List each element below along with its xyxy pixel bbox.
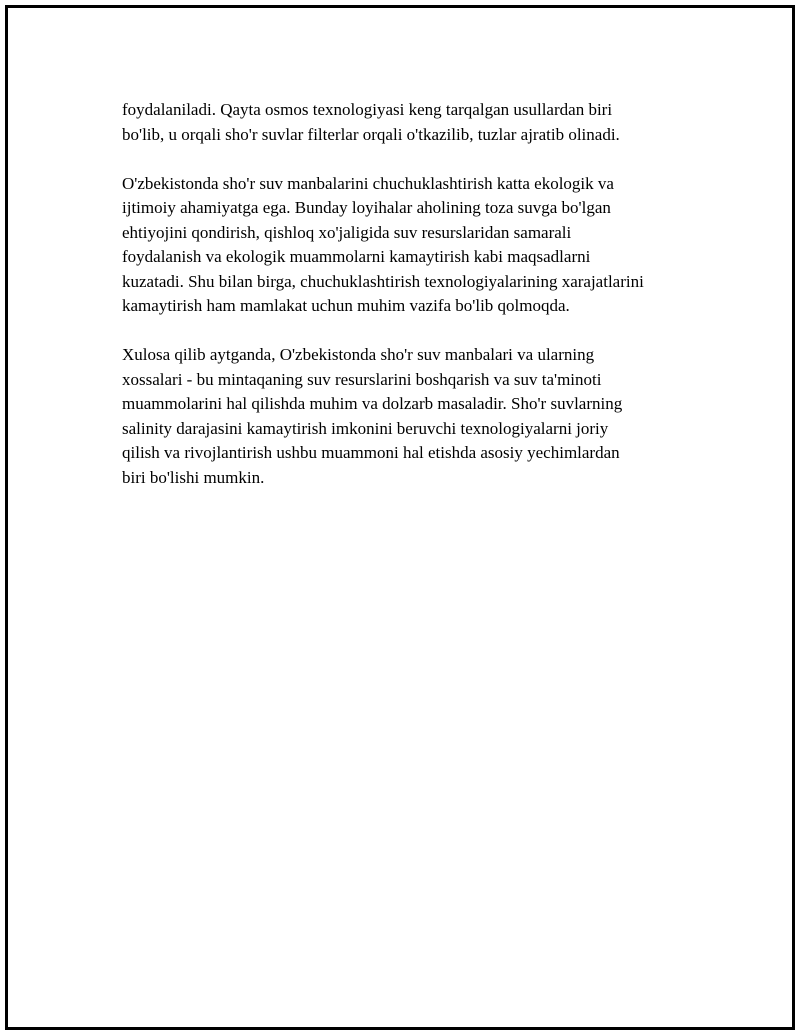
paragraph-line: O'zbekistonda sho'r suv manbalarini chuchuklashtirish katta ekologik va xyxy=(122,173,614,193)
paragraph-2 xyxy=(122,172,712,319)
page-content xyxy=(122,98,712,490)
paragraph-line: kuzatadi. Shu bilan birga, chuchuklashtirish texnologiyalarining xarajatlarini xyxy=(122,271,644,291)
paragraph-line: Xulosa qilib aytganda, O'zbekistonda sho'r suv manbalari va ularning xyxy=(122,345,595,364)
paragraph-line: bo'lib, u orqali sho'r suvlar filterlar orqali o'tkazilib, tuzlar ajratib olinadi. xyxy=(122,124,620,144)
paragraph-line: ijtimoiy ahamiyatga ega. Bunday loyihalar aholining toza suvga bo'lgan xyxy=(122,198,611,217)
paragraph-line: kamaytirish ham mamlakat uchun muhim vazifa bo'lib qolmoqda. xyxy=(122,296,570,315)
paragraph-line: foydalanish va ekologik muammolarni kamaytirish kabi maqsadlarni xyxy=(122,247,591,266)
paragraph-line: ehtiyojini qondirish, qishloq xo'jaligida suv resurslaridan samarali xyxy=(122,222,572,242)
paragraph-3 xyxy=(122,343,712,490)
paragraph-line: salinity darajasini kamaytirish imkonini beruvchi texnologiyalarni joriy xyxy=(122,418,609,438)
paragraph-line: foydalaniladi. Qayta osmos texnologiyasi keng tarqalgan usullardan biri xyxy=(122,100,613,119)
paragraph-1 xyxy=(122,98,712,147)
paragraph-line: qilish va rivojlantirish ushbu muammoni hal etishda asosiy yechimlardan xyxy=(122,443,620,462)
paragraph-line: xossalari - bu mintaqaning suv resurslarini boshqarish va suv ta'minoti xyxy=(122,369,602,389)
page-frame xyxy=(5,5,795,1030)
paragraph-line: biri bo'lishi mumkin. xyxy=(122,467,265,487)
paragraph-line: muammolarini hal qilishda muhim va dolzarb masaladir. Sho'r suvlarning xyxy=(122,394,623,413)
